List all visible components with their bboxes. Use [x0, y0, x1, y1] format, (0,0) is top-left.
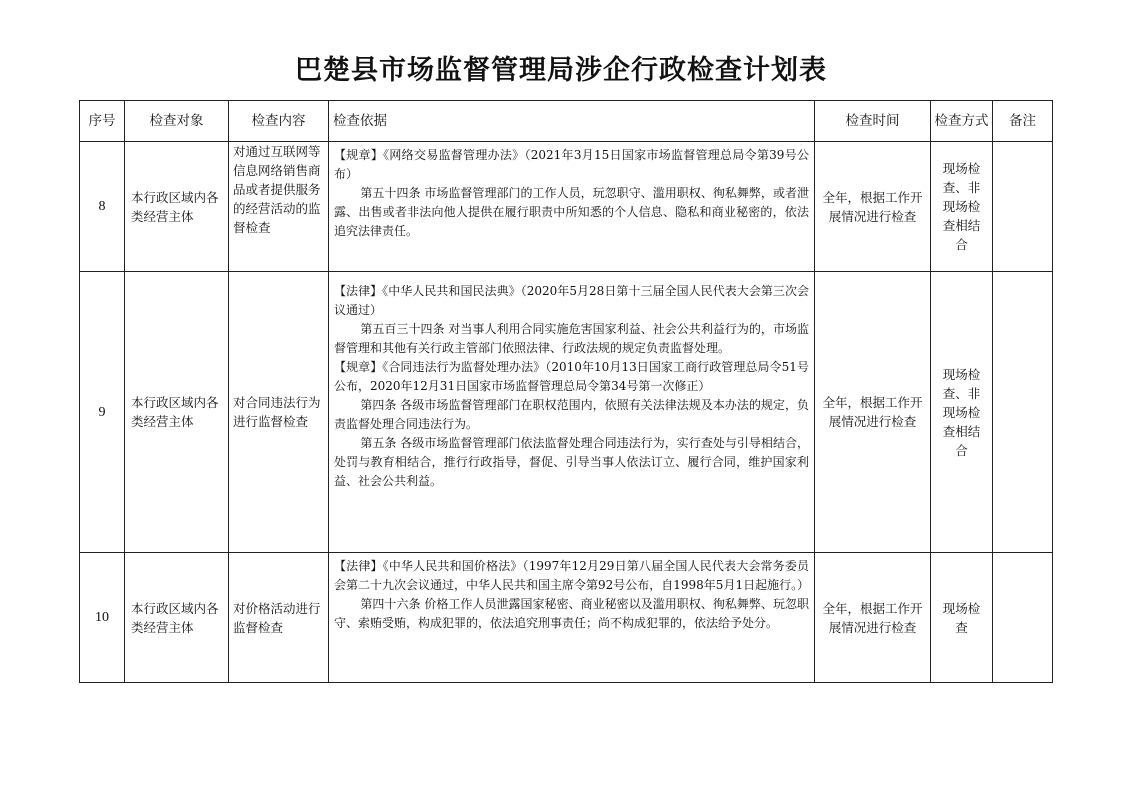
row-method: 现场检查 [931, 553, 993, 683]
basis-paragraph: 第四十六条 价格工作人员泄露国家秘密、商业秘密以及滥用职权、徇私舞弊、玩忽职守、索贿受贿，构成犯罪的，依法追究刑事责任；尚不构成犯罪的，依法给予处分。 [334, 597, 809, 630]
row-content: 对合同违法行为进行监督检查 [229, 272, 329, 553]
row-basis [329, 553, 815, 683]
header-time: 检查时间 [815, 101, 931, 142]
row-method: 现场检查、非现场检查相结合 [931, 272, 993, 553]
basis-paragraph: 第五条 各级市场监督管理部门依法监督处理合同违法行为，实行查处与引导相结合，处罚与教育相结合，推行行政指导，督促、引导当事人依法订立、履行合同，维护国家利益、社会公共利益。 [334, 436, 809, 488]
page-title: 巴楚县市场监督管理局涉企行政检查计划表 [295, 55, 827, 86]
basis-paragraph: 【规章】《网络交易监督管理办法》（2021年3月15日国家市场监督管理总局令第39号公布） [334, 148, 809, 181]
row-target: 本行政区域内各类经营主体 [125, 142, 229, 272]
header-seq: 序号 [80, 101, 125, 142]
row-seq: 10 [80, 553, 125, 683]
header-row [80, 101, 1053, 142]
row-note [993, 272, 1053, 553]
header-basis: 检查依据 [329, 101, 815, 142]
row-note [993, 142, 1053, 272]
basis-paragraph: 第五十四条 市场监督管理部门的工作人员，玩忽职守、滥用职权、徇私舞弊，或者泄露、出售或者非法向他人提供在履行职责中所知悉的个人信息、隐私和商业秘密的，依法追究法律责任。 [334, 186, 809, 238]
header-content: 检查内容 [229, 101, 329, 142]
table-row [80, 553, 1053, 683]
row-method: 现场检查、非现场检查相结合 [931, 142, 993, 272]
row-seq: 9 [80, 272, 125, 553]
header-target: 检查对象 [125, 101, 229, 142]
row-basis [329, 142, 815, 272]
row-time: 全年，根据工作开展情况进行检查 [815, 553, 931, 683]
table-row [80, 272, 1053, 553]
basis-paragraph: 第四条 各级市场监督管理部门在职权范围内，依照有关法律法规及本办法的规定，负责监督处理合同违法行为。 [334, 398, 809, 431]
basis-paragraph: 【法律】《中华人民共和国民法典》（2020年5月28日第十三届全国人民代表大会第三次会议通过） [334, 284, 809, 317]
row-content: 对通过互联网等信息网络销售商品或者提供服务的经营活动的监督检查 [229, 142, 329, 272]
basis-paragraph: 【法律】《中华人民共和国价格法》（1997年12月29日第八届全国人民代表大会常务委员会第二十九次会议通过，中华人民共和国主席令第92号公布，自1998年5月1日起施行。） [334, 559, 810, 592]
header-note: 备注 [993, 101, 1053, 142]
basis-paragraph: 第五百三十四条 对当事人利用合同实施危害国家利益、社会公共利益行为的，市场监督管理和其他有关行政主管部门依照法律、行政法规的规定负责监督处理。 [334, 322, 809, 355]
row-target: 本行政区域内各类经营主体 [125, 272, 229, 553]
row-note [993, 553, 1053, 683]
table-row [80, 142, 1053, 272]
row-time: 全年，根据工作开展情况进行检查 [815, 272, 931, 553]
inspection-plan-table [79, 100, 1053, 683]
row-basis [329, 272, 815, 553]
row-time: 全年，根据工作开展情况进行检查 [815, 142, 931, 272]
row-seq: 8 [80, 142, 125, 272]
header-method: 检查方式 [931, 101, 993, 142]
row-target: 本行政区域内各类经营主体 [125, 553, 229, 683]
basis-paragraph: 【规章】《合同违法行为监督处理办法》（2010年10月13日国家工商行政管理总局令51号公布，2020年12月31日国家市场监督管理总局令第34号第一次修正） [334, 360, 809, 393]
row-content: 对价格活动进行监督检查 [229, 553, 329, 683]
